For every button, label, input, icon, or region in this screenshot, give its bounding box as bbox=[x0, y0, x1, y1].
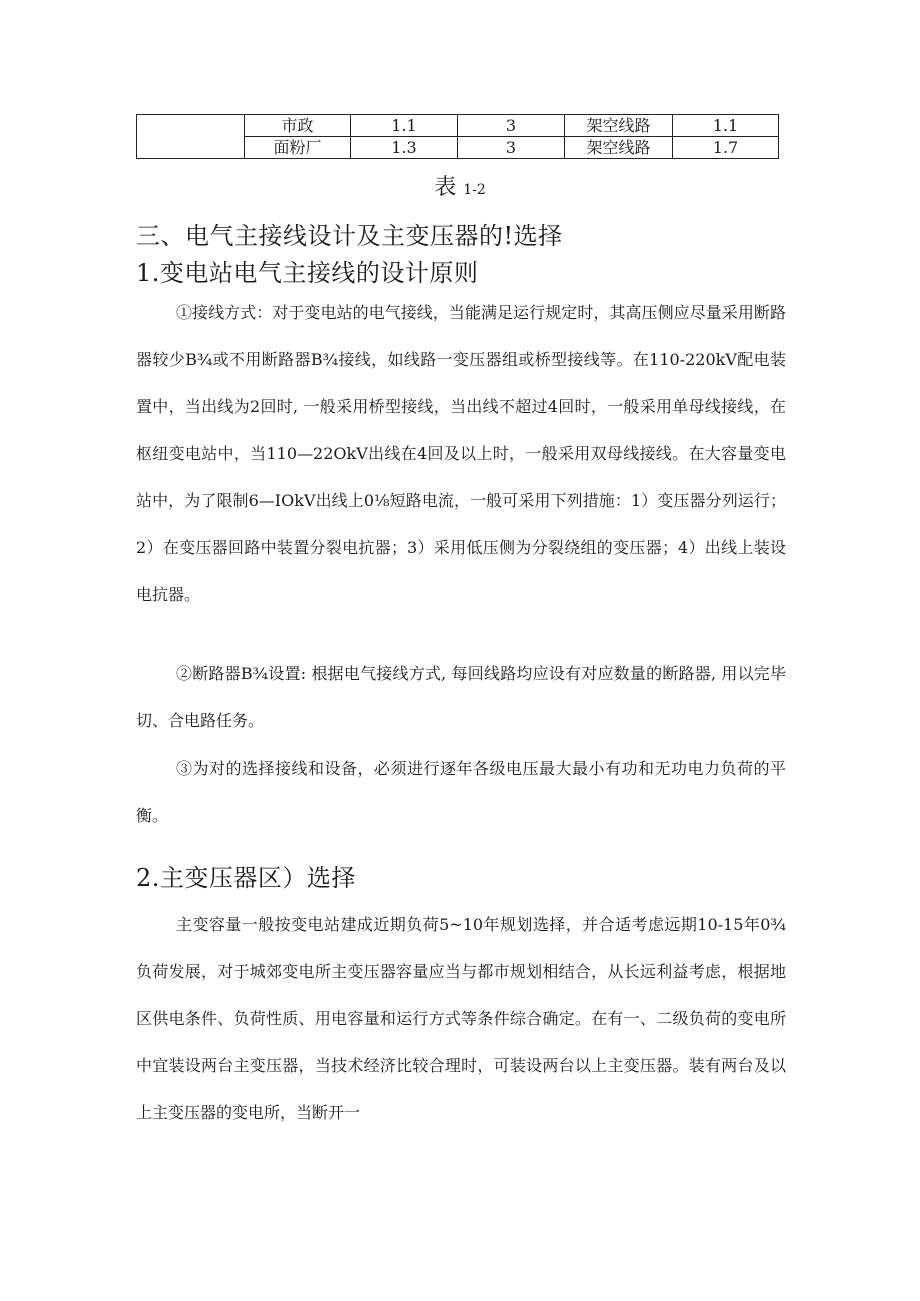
caption-number: 1-2 bbox=[463, 182, 486, 198]
table-row bbox=[137, 115, 779, 137]
subsection-heading: 1.变电站电气主接线的设计原则 bbox=[136, 259, 479, 287]
table-caption bbox=[0, 170, 920, 201]
paragraph-load-balance: ③为对的选择接线和设备，必须进行逐年各级电压最大最小有功和无功电力负荷的平衡。 bbox=[136, 759, 786, 825]
table-cell-value: 1.1 bbox=[673, 115, 779, 137]
table-cell-line-type: 架空线路 bbox=[565, 115, 673, 137]
table-cell-blank bbox=[137, 115, 245, 159]
table-cell-value: 1.1 bbox=[351, 115, 458, 137]
table-cell-name: 面粉厂 bbox=[245, 137, 351, 159]
section-heading: 三、电气主接线设计及主变压器的!选择 bbox=[136, 222, 563, 250]
caption-prefix: 表 bbox=[434, 175, 457, 200]
load-table bbox=[136, 114, 779, 159]
paragraph-transformer-capacity: 主变容量一般按变电站建成近期负荷5~10年规划选择，并合适考虑远期10-15年0¾负荷发展，对于城郊变电所主变压器容量应当与都市规划相结合，从长远利益考虑，根据地区供电条件、负荷性质、用电容量和运行方式等条件综合确定。在有一、二级负荷的变电所中宜装设两台主变压器，当技术经济比较合理时，可装设两台以上主变压器。装有两台及以上主变压器的变电所，当断开一 bbox=[136, 915, 786, 1122]
paragraph-breaker-setup: ②断路器B¾设置: 根据电气接线方式, 每回线路均应设有对应数量的断路器, 用以完毕切、合电路任务。 bbox=[136, 664, 786, 730]
table-cell-value: 1.3 bbox=[351, 137, 458, 159]
table-cell-value: 3 bbox=[458, 137, 565, 159]
table-cell-line-type: 架空线路 bbox=[565, 137, 673, 159]
table-cell-name: 市政 bbox=[245, 115, 351, 137]
table-cell-value: 1.7 bbox=[673, 137, 779, 159]
subsection-heading: 2.主变压器区）选择 bbox=[136, 864, 356, 892]
table-cell-value: 3 bbox=[458, 115, 565, 137]
paragraph-wiring-method: ①接线方式：对于变电站的电气接线，当能满足运行规定时，其高压侧应尽量采用断路器较少B¾或不用断路器B¾接线，如线路一变压器组或桥型接线等。在110-220kV配电装置中，当出线为2回时, 一般采用桥型接线，当出线不超过4回时，一般采用单母线接线，在枢纽变电站中，当110—22OkV出线在4回及以上时，一般采用双母线接线。在大容量变电站中，为了限制6—IOkV出线上0⅛短路电流，一般可采用下列措施：1）变压器分列运行；2）在变压器回路中装置分裂电抗器；3）采用低压侧为分裂绕组的变压器；4）出线上装设电抗器。 bbox=[136, 303, 786, 604]
